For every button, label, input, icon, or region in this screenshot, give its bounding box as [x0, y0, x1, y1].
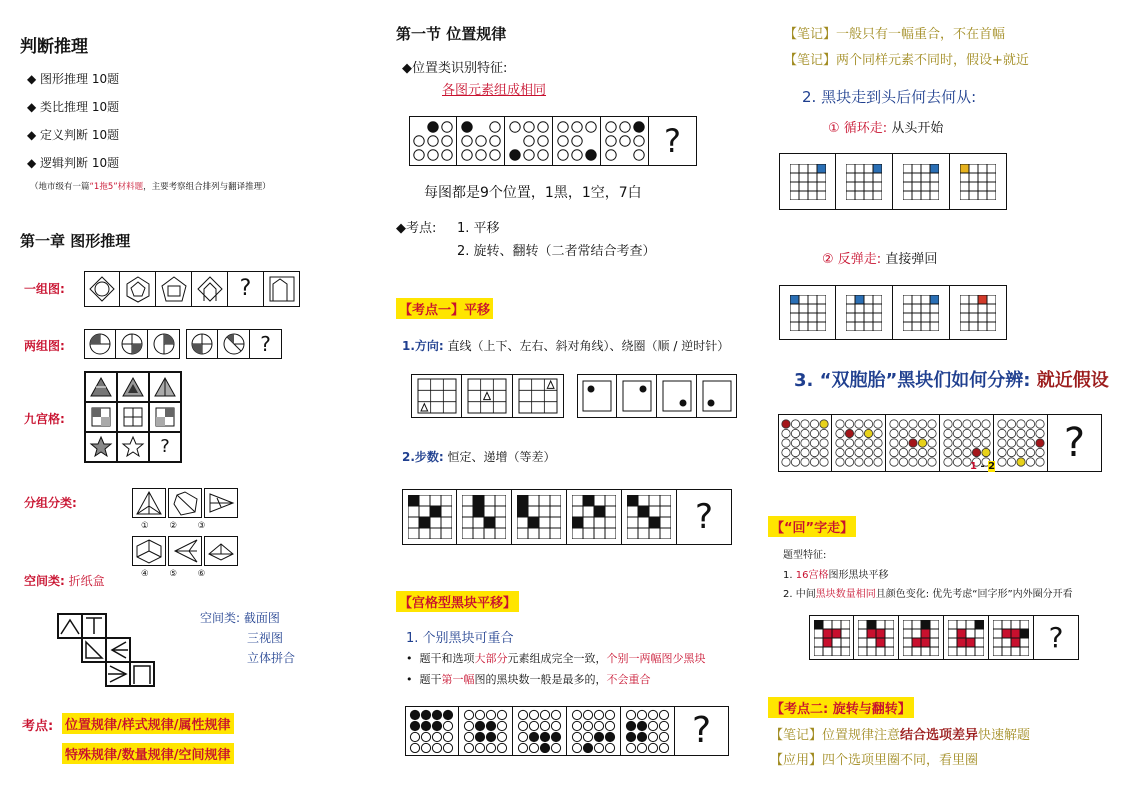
twin-dots — [997, 419, 1045, 467]
b1-b: 大部分 — [474, 652, 508, 665]
figure-cell — [778, 414, 832, 472]
label-space — [24, 572, 105, 589]
figure-cell — [264, 271, 300, 307]
twin-dots — [781, 419, 829, 467]
question-mark: ? — [677, 489, 732, 545]
figure-cell — [117, 432, 149, 462]
chapter-title: 第一章 图形推理 — [20, 232, 131, 250]
figure-cell — [513, 706, 567, 756]
figure-cell — [204, 536, 238, 566]
figure-cell — [886, 414, 940, 472]
figure-cell — [132, 536, 166, 566]
feature-title: ◆位置类识别特征: — [402, 61, 508, 76]
kaodian-line1: 位置规律/样式规律/属性规律 — [62, 713, 234, 734]
kaodian-label: 考点: — [22, 719, 54, 734]
grid-3x3-tri — [518, 378, 558, 414]
exam-note-post: ，主要考察组合排列与翻译推理） — [143, 182, 271, 192]
question-mark: ? — [649, 116, 697, 166]
label-group-classify: 分组分类: — [24, 496, 77, 510]
hui1-c: 图形黑块平移 — [828, 570, 889, 581]
group-labels-row1 — [141, 521, 205, 531]
figure-cell — [601, 116, 649, 166]
question-mark: ? — [1048, 414, 1102, 472]
heading-3-highlight: 就近假设 — [1036, 370, 1109, 391]
grid-4x4 — [408, 495, 452, 539]
grid-bullet-1: • 题干和选项大部分元素组成完全一致，个别一两幅图少黑块 — [406, 652, 706, 665]
heading-3 — [794, 366, 1109, 392]
direction-grid-figure — [411, 374, 564, 418]
figure-cell — [168, 536, 202, 566]
twin-num-2: 2 — [988, 461, 996, 472]
note-4 — [770, 749, 978, 768]
figure-cell — [116, 329, 148, 359]
position-desc: 每图都是9个位置，1黑，1空，7白 — [424, 185, 642, 201]
grid-4x4-color — [903, 295, 939, 331]
loop-text: 从头开始 — [891, 121, 944, 136]
bounce-label: ② 反弹走: — [822, 252, 882, 267]
dot-grid-figure — [405, 706, 729, 756]
note4-b: 四个选项里圈不同，看里圈 — [822, 753, 979, 768]
dots-3x3 — [556, 120, 598, 162]
figure-cell — [409, 116, 457, 166]
figure-cell — [553, 116, 601, 166]
question-mark: ? — [675, 706, 729, 756]
twin-dots — [835, 419, 883, 467]
question-mark: ? — [149, 432, 181, 462]
note-1: 【笔记】一般只有一幅重合，不在首幅 — [784, 27, 1006, 42]
dots-3x3 — [412, 120, 454, 162]
grid-4x4-hui — [948, 620, 984, 656]
figure-cell — [85, 432, 117, 462]
figure-cell — [944, 615, 989, 660]
point1-title: 【考点一】平移 — [396, 298, 493, 319]
grid-4x4-color — [960, 295, 996, 331]
loop-line — [828, 117, 943, 136]
group-figure-row2 — [132, 536, 238, 566]
grid-4x4-color — [790, 295, 826, 331]
b1-c: 元素组成完全一致， — [507, 652, 607, 665]
heading-3-main: 3. “双胞胎”黑块们如何分辨: — [794, 370, 1031, 391]
hui-item-2 — [783, 585, 1073, 600]
dots-3x3 — [508, 120, 550, 162]
grid-4x4-color — [960, 164, 996, 200]
question-mark: ? — [228, 271, 264, 307]
dots-4x4 — [571, 709, 617, 753]
b2-b: 第一幅 — [441, 673, 475, 686]
question-mark: ? — [250, 329, 282, 359]
direction-line — [402, 337, 729, 354]
hui-item-1 — [783, 566, 888, 581]
section-title: 第一节 位置规律 — [396, 25, 507, 43]
step-line — [402, 448, 556, 465]
hui2-b: 黑块数量相同 — [815, 589, 876, 600]
figure-cell — [809, 615, 854, 660]
hui-feature: 题型特征: — [783, 550, 827, 561]
hui-figure — [809, 615, 1079, 660]
figure-cell — [779, 285, 836, 340]
grid-4x4 — [517, 495, 561, 539]
dots-4x4 — [517, 709, 563, 753]
exam-note-pre: （地市级有一篇 — [30, 182, 90, 192]
box-net-figure — [56, 612, 166, 696]
circled-4: ④ — [141, 569, 149, 579]
hui2-c: 且颜色变化: 优先考虑“回字形”内外圈分开看 — [875, 589, 1073, 600]
grid-4x4 — [572, 495, 616, 539]
grid-4x4 — [462, 495, 506, 539]
figure-cell — [893, 153, 950, 210]
direction-prefix: 1.方向: — [402, 339, 444, 353]
figure-cell — [779, 153, 836, 210]
kaodian-label-2: ◆考点: — [396, 221, 437, 236]
one-group-figure — [84, 271, 300, 307]
note3-a: 【笔记】位置规律注意 — [770, 728, 901, 743]
figure-cell — [513, 374, 564, 418]
figure-cell — [156, 271, 192, 307]
figure-cell — [899, 615, 944, 660]
hui1-a: 1. — [783, 570, 796, 581]
step-text: 恒定、递增（等差） — [447, 450, 556, 464]
label-two-group: 两组图: — [24, 339, 65, 353]
figure-cell — [893, 285, 950, 340]
b2-d: 不会重合 — [606, 673, 651, 686]
figure-cell — [622, 489, 677, 545]
grid-4x4-hui — [858, 620, 894, 656]
dots-3x3 — [604, 120, 646, 162]
b1-d: 个别一两幅图少黑块 — [606, 652, 706, 665]
label-nine-grid: 九宫格: — [24, 412, 65, 426]
hui1-b: 16宫格 — [795, 570, 829, 581]
figure-cell — [505, 116, 553, 166]
grid-4x4-color — [790, 164, 826, 200]
bounce-text: 直接弹回 — [885, 252, 938, 267]
question-mark: ? — [1034, 615, 1079, 660]
circled-3: ③ — [197, 521, 206, 531]
space-type-2: 三视图 — [247, 631, 284, 645]
space-type-1: 空间类: 截面图 — [200, 611, 280, 625]
figure-cell — [149, 402, 181, 432]
figure-cell — [85, 402, 117, 432]
hui2-a: 2. 中间 — [783, 589, 816, 600]
figure-cell — [85, 372, 117, 402]
figure-cell — [617, 374, 657, 418]
note3-b: 结合选项差异 — [900, 728, 979, 743]
grid-4x4-color — [846, 295, 882, 331]
b2-c: 图的黑块数一般是最多的， — [474, 673, 607, 686]
space-type-3: 立体拼合 — [247, 651, 296, 665]
label-space-main: 空间类: — [24, 574, 65, 588]
figure-cell — [149, 372, 181, 402]
grid-4x4-color — [846, 164, 882, 200]
label-space-sub: 折纸盒 — [68, 574, 105, 588]
circled-1: ① — [141, 521, 149, 531]
twin-labels: 1 - 2 — [970, 461, 996, 472]
point2-title: 【考点二: 旋转与翻转】 — [768, 697, 914, 718]
position-figure — [409, 116, 697, 166]
figure-cell — [657, 374, 697, 418]
bullet-logic: ◆ 逻辑判断 10题 — [27, 156, 120, 170]
figure-cell — [84, 329, 116, 359]
grid-3x3-tri — [417, 378, 457, 414]
figure-cell — [512, 489, 567, 545]
figure-cell — [836, 153, 893, 210]
grid-4x4-color — [903, 164, 939, 200]
direction-text: 直线（上下、左右、斜对角线）、绕圈（顺 / 逆时针） — [447, 339, 730, 353]
twin-dots — [943, 419, 991, 467]
twin-num-1: 1 — [970, 461, 977, 472]
figure-cell — [218, 329, 250, 359]
figure-cell — [697, 374, 737, 418]
figure-cell — [621, 706, 675, 756]
figure-cell — [168, 488, 202, 518]
kaodian-item-1: 1. 平移 — [457, 221, 500, 236]
kaodian-line2: 特殊规律/数量规律/空间规律 — [62, 743, 234, 764]
grid-4x4-hui — [993, 620, 1029, 656]
figure-cell — [148, 329, 180, 359]
note4-a: 【应用】 — [770, 753, 823, 768]
figure-cell — [204, 488, 238, 518]
loop-figure — [779, 153, 1007, 210]
exam-note-highlight: “1拖5”材料题 — [89, 182, 144, 192]
figure-cell — [567, 489, 622, 545]
bullet-graphic: ◆ 图形推理 10题 — [27, 72, 120, 86]
loop-label: ① 循环走: — [828, 121, 888, 136]
figure-cell — [117, 402, 149, 432]
grid-4x4-hui — [814, 620, 850, 656]
figure-cell — [192, 271, 228, 307]
grid-4x4-hui — [903, 620, 939, 656]
circled-6: ⑥ — [197, 569, 206, 579]
figure-cell — [994, 414, 1048, 472]
figure-cell — [120, 271, 156, 307]
twin-figure — [778, 414, 1102, 472]
note3-c: 快速解题 — [978, 728, 1031, 743]
figure-cell — [577, 374, 617, 418]
figure-cell — [832, 414, 886, 472]
grid-shift-title: 【宫格型黑块平移】 — [396, 591, 519, 612]
dots-4x4 — [625, 709, 671, 753]
bounce-figure — [779, 285, 1007, 340]
exam-note — [30, 180, 271, 192]
figure-cell — [132, 488, 166, 518]
label-one-group: 一组图: — [24, 282, 65, 296]
grid-bullet-2: • 题干第一幅图的黑块数一般是最多的，不会重合 — [406, 673, 651, 686]
figure-cell — [411, 374, 462, 418]
heading-2: 2. 黑块走到头后何去何从: — [802, 88, 977, 106]
dots-3x3 — [460, 120, 502, 162]
figure-cell — [567, 706, 621, 756]
group-labels-row2 — [141, 569, 205, 579]
figure-cell — [405, 706, 459, 756]
page-title: 判断推理 — [20, 37, 88, 57]
figure-cell — [950, 153, 1007, 210]
note-3 — [770, 724, 1030, 743]
figure-cell — [459, 706, 513, 756]
figure-cell — [84, 271, 120, 307]
circled-5: ⑤ — [169, 569, 177, 579]
twin-dots — [889, 419, 937, 467]
feature-highlight: 各图元素组成相同 — [442, 83, 547, 98]
direction-dot-figure — [577, 374, 737, 418]
b1-a: 题干和选项 — [419, 652, 475, 665]
figure-cell — [836, 285, 893, 340]
group-figure-row1 — [132, 488, 238, 518]
figure-cell — [462, 374, 513, 418]
grid-subtitle: 1. 个别黑块可重合 — [406, 631, 514, 646]
bullet-definition: ◆ 定义判断 10题 — [27, 128, 120, 142]
grid-3x3-tri — [467, 378, 507, 414]
figure-cell — [457, 116, 505, 166]
grid-4x4 — [627, 495, 671, 539]
dots-4x4 — [409, 709, 455, 753]
dots-4x4 — [463, 709, 509, 753]
figure-cell — [854, 615, 899, 660]
bounce-line — [822, 248, 937, 267]
figure-cell — [989, 615, 1034, 660]
figure-cell — [950, 285, 1007, 340]
b2-a: 题干 — [419, 673, 442, 686]
kaodian-item-2: 2. 旋转、翻转（二者常结合考查） — [457, 244, 656, 259]
figure-cell — [186, 329, 218, 359]
figure-cell — [117, 372, 149, 402]
figure-cell — [457, 489, 512, 545]
two-group-figure — [84, 329, 282, 359]
step-prefix: 2.步数: — [402, 450, 444, 464]
nine-grid-figure — [84, 371, 182, 463]
step-grid-figure — [402, 489, 732, 545]
hui-title: 【“回”字走】 — [768, 516, 856, 537]
note-2: 【笔记】两个同样元素不同时，假设+就近 — [784, 53, 1029, 68]
circled-2: ② — [169, 521, 177, 531]
bullet-analogy: ◆ 类比推理 10题 — [27, 100, 120, 114]
figure-cell — [402, 489, 457, 545]
